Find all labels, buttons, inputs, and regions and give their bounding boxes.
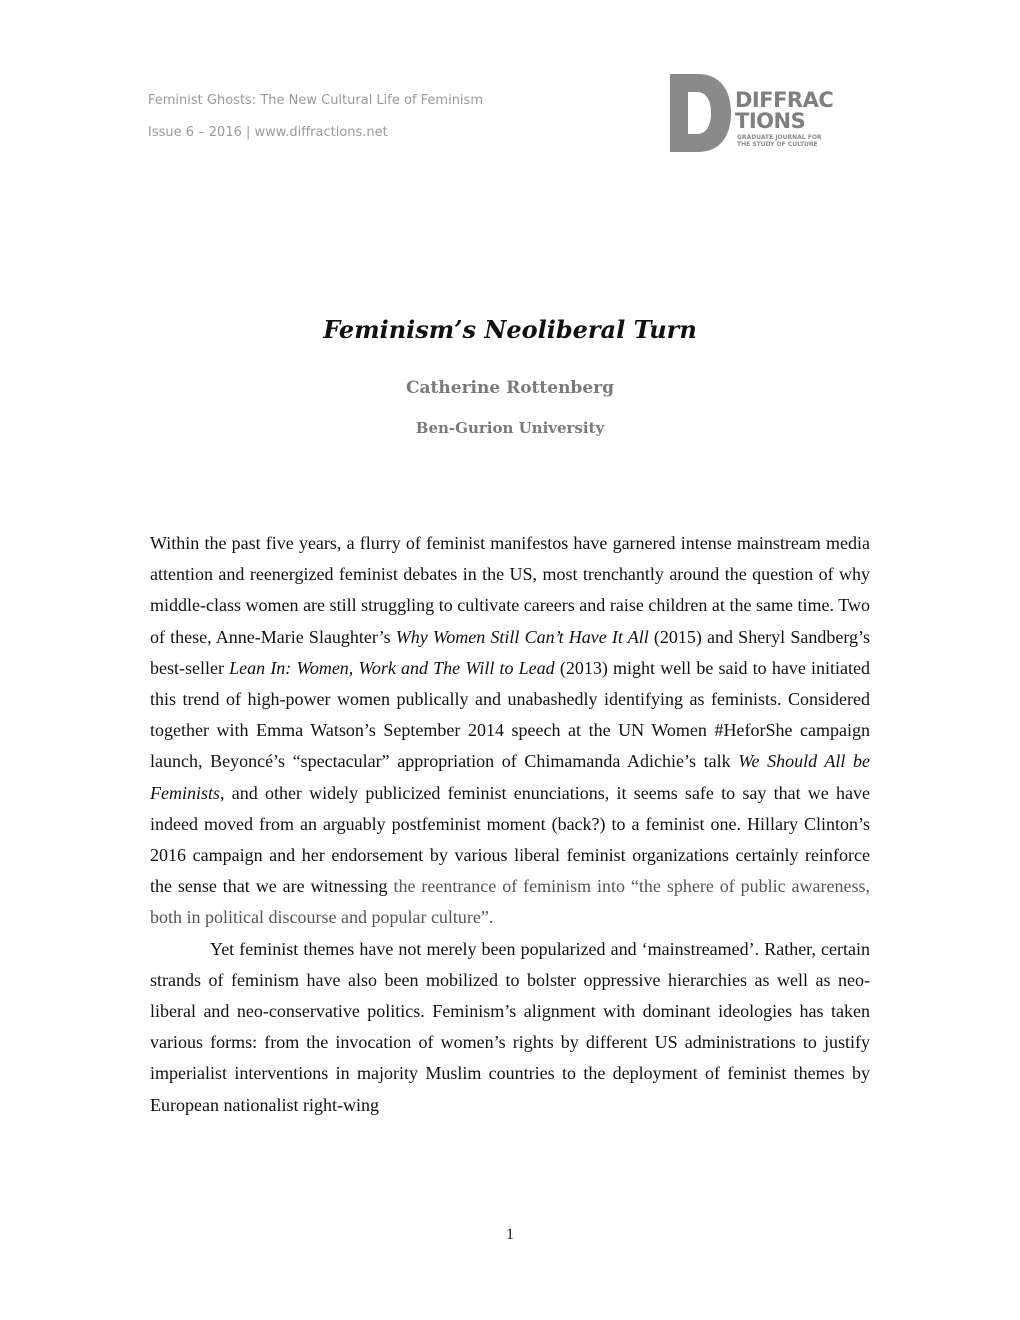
logo-subtitle-line2: THE STUDY OF CULTURE [737, 141, 818, 148]
d-logo-mark-icon [668, 74, 732, 152]
running-header [148, 90, 483, 143]
p1-text-g: , and other widely publicized feminist enunciations, it seems safe to say that we have indeed moved from an arguably postfeminist moment (back?) to a feminist one. Hillary Clinton’s 2016 campaign and her endorsement by various liberal feminist organizations certainly reinforce the sense that we are witnessing [150, 782, 870, 897]
logo-subtitle-line1: GRADUATE JOURNAL FOR [737, 134, 822, 141]
issue-line: Issue 6 – 2016 | www.diffractions.net [148, 125, 388, 140]
page-number: 1 [506, 1226, 514, 1243]
p1-title-why-women: Why Women Still Can’t Have It All [395, 626, 649, 647]
p1-text-a: Within the past five years, a flurry of feminist manifestos have garnered intense mainstream media attention and reenergized feminist debates in the US, most trenchantly around the question of why middle-class women are still struggling to cultivate careers and raise children at the same time. Two of these, Anne-Marie Slaughter’s [150, 533, 870, 647]
logo-word-diffrac: DIFFRAC [735, 88, 834, 112]
diffractions-logo [668, 74, 838, 154]
article-body [150, 528, 870, 1121]
logo-subtitle [737, 134, 822, 148]
p1-title-we-should: We Should All be Feminists [150, 751, 871, 803]
p1-text-e: (2013) might well be said to have initiated this trend of high-power women publically and unabashedly identifying as feminists. Considered together with Emma Watson’s September 2014 speech at the UN Women #HeforShe campaign launch, Beyoncé’s “spectacular” appropriation of Chimamanda Adichie’s talk [150, 657, 870, 772]
paragraph-2: Yet feminist themes have not merely been popularized and ‘mainstreamed’. Rather, certain strands of feminism have also been mobilized to bolster oppressive hierarchies as well as neo-liberal and neo-conservative politics. Feminism’s alignment with dominant ideologies has taken various forms: from the invocation of women’s rights by different US administrations to justify imperialist interventions in majority Muslim countries to the deployment of feminist themes by European nationalist right-wing [150, 938, 870, 1115]
author-affiliation: Ben-Gurion University [415, 419, 605, 437]
journal-title: Feminist Ghosts: The New Cultural Life of Feminism [148, 93, 483, 108]
p1-text-c: (2015) and Sheryl Sandberg’s best-seller [150, 626, 871, 678]
article-title: Feminism’s Neoliberal Turn [323, 315, 697, 344]
author-name: Catherine Rottenberg [406, 378, 614, 398]
p1-title-lean-in: Lean In: Women, Work and The Will to Lead [229, 657, 555, 678]
paragraph-1 [150, 528, 870, 934]
logo-word-tions: TIONS [735, 109, 806, 133]
p1-quoted-text: the reentrance of feminism into “the sphere of public awareness, both in political discourse and popular culture”. [150, 876, 870, 928]
